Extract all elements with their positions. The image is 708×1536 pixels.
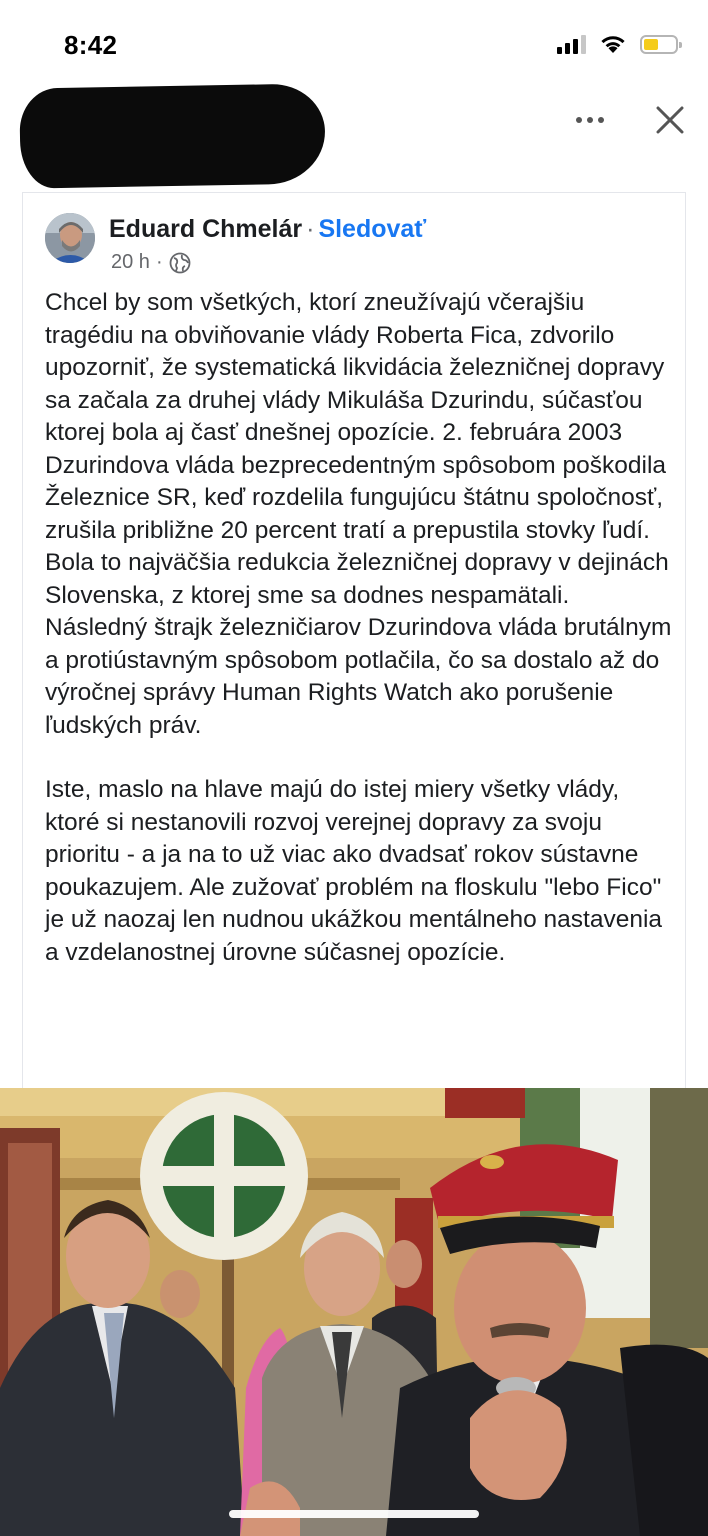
wifi-icon [598,33,628,55]
author-separator: · [306,215,315,243]
post-paragraph-2: Iste, maslo na hlave majú do istej miery všetky vlády, ktoré si nestanovili rozvoj verejnej dopravy za svoju prioritu - a ja na to už viac ako dvadsať rokov sústavne poukazujem. Ale zužovať problém na floskulu "lebo Fico" je už naozaj len nudnou ukážkou mentálneho nastavenia a vzdelanostnej úrovne súčasnej opozície. [45,776,663,966]
cellular-signal-icon [557,34,586,54]
author-line [109,215,426,244]
post-meta [111,251,191,274]
status-icons [557,33,678,55]
home-indicator [229,1510,479,1518]
post-timestamp[interactable]: 20 h [111,251,150,273]
meta-separator: · [155,251,163,273]
ellipsis-icon [576,117,582,123]
close-icon[interactable] [648,98,692,142]
post-paragraph-1: Chcel by som všetkých, ktorí zneužívajú včerajšiu tragédiu na obviňovanie vlády Roberta Fica, zdvorilo upozorniť, že systematická likvidácia železničnej dopravy sa začala za druhej vlády Mikuláša Dzurindu, súčasťou ktorej bola aj časť dnešnej opozície. 2. februára 2003 Dzurindova vláda bezprecedentným spôsobom poškodila Železnice SR, keď rozdelila fungujúcu štátnu spoločnosť, zrušila približne 20 percent tratí a prepustila stovky ľudí. Bola to najväčšia redukcia železničnej dopravy v dejinách Slovenska, z ktorej sme sa dodnes nespamätali. Následný štrajk železničiarov Dzurindova vláda brutálnym a protiústavným spôsobom potlačila, čo sa dostalo až do výročnej správy Human Rights Watch ako porušenie ľudských práv. [45,289,672,739]
post-card [22,192,686,1090]
avatar[interactable] [45,213,95,263]
follow-link[interactable]: Sledovať [318,215,427,243]
redacted-page-title [19,83,326,188]
battery-icon [640,35,678,54]
more-options-button[interactable] [568,100,612,140]
post-text [45,287,675,1001]
globe-icon [169,252,191,274]
status-time: 8:42 [64,30,118,60]
post-photo[interactable] [0,1088,708,1536]
status-bar [0,0,708,90]
author-name[interactable]: Eduard Chmelár [109,215,303,243]
